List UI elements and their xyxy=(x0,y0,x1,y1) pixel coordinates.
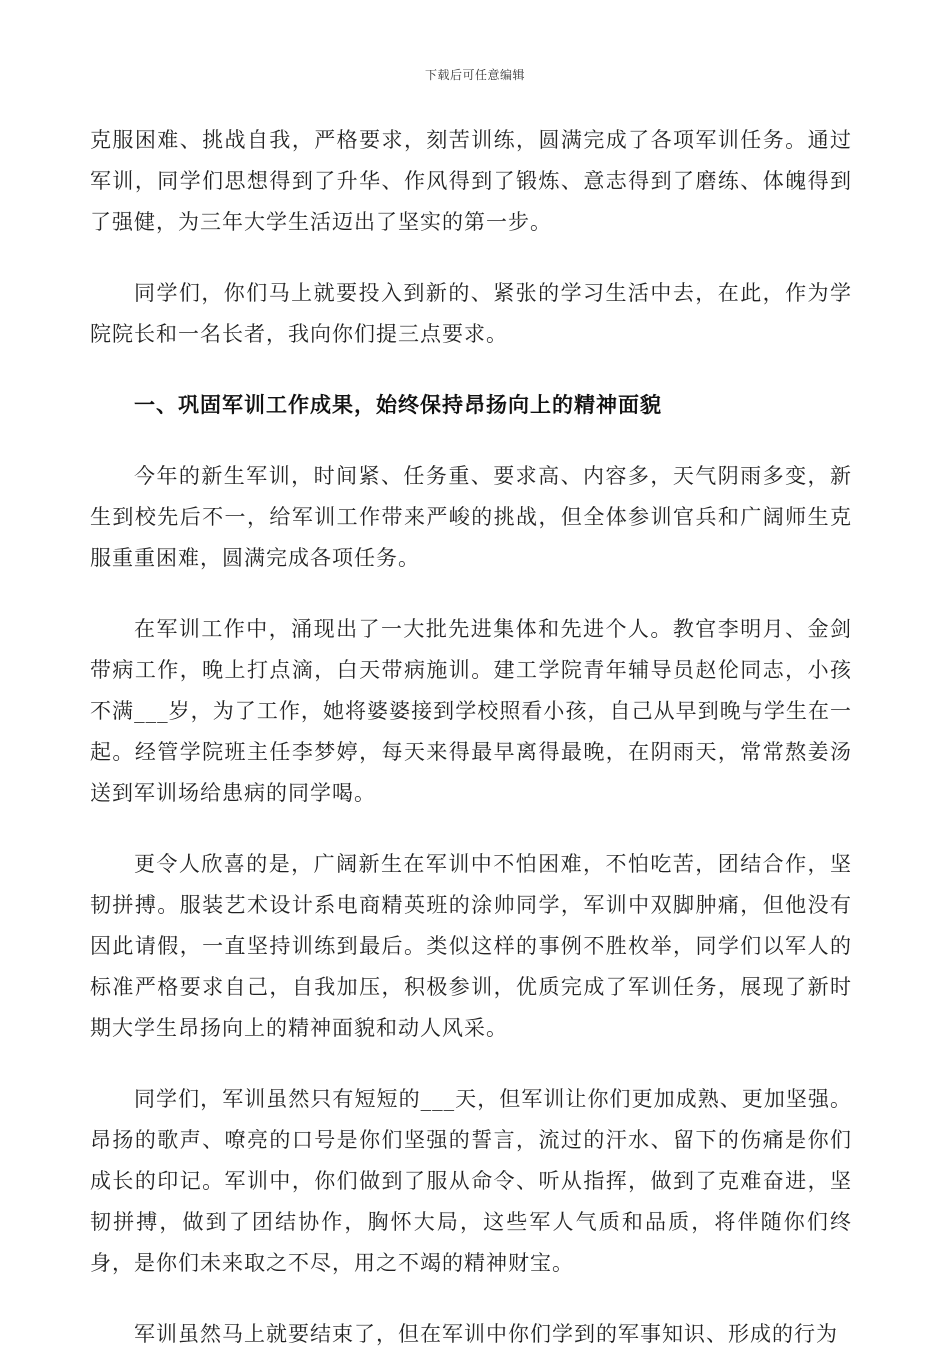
paragraph-1: 克服困难、挑战自我，严格要求，刻苦训练，圆满完成了各项军训任务。通过军训，同学们思想得到了升华、作风得到了锻炼、意志得到了磨练、体魄得到了强健，为三年大学生活迈出了坚实的第一步。 xyxy=(90,128,852,234)
header-note: 下载后可任意编辑 xyxy=(424,68,525,82)
paragraph-7: 军训虽然马上就要结束了，但在军训中你们学到的军事知识、形成的行为 xyxy=(134,1322,838,1346)
paragraph-2: 同学们，你们马上就要投入到新的、紧张的学习生活中去，在此，作为学院院长和一名长者，我向你们提三点要求。 xyxy=(90,281,852,346)
paragraph-4: 在军训工作中，涌现出了一大批先进集体和先进个人。教官李明月、金剑带病工作，晚上打点滴，白天带病施训。建工学院青年辅导员赵伦同志，小孩不满___岁，为了工作，她将婆婆接到学校照看小孩，自己从早到晚与学生在一起。经管学院班主任李梦婷，每天来得最早离得最晚，在阴雨天，常常熬姜汤送到军训场给患病的同学喝。 xyxy=(90,617,852,805)
paragraph-6: 同学们，军训虽然只有短短的___天，但军训让你们更加成熟、更加坚强。昂扬的歌声、嘹亮的口号是你们坚强的誓言，流过的汗水、留下的伤痛是你们成长的印记。军训中，你们做到了服从命令、听从指挥，做到了克难奋进，坚韧拼搏，做到了团结协作，胸怀大局，这些军人气质和品质，将伴随你们终身，是你们未来取之不尽，用之不竭的精神财宝。 xyxy=(90,1087,852,1275)
paragraph-gap xyxy=(90,243,852,273)
paragraph-3: 今年的新生军训，时间紧、任务重、要求高、内容多，天气阴雨多变，新生到校先后不一，给军训工作带来严峻的挑战，但全体参训官兵和广阔师生克服重重困难，圆满完成各项任务。 xyxy=(90,464,852,570)
paragraph-gap xyxy=(90,1284,852,1314)
paragraph-gap xyxy=(90,426,852,456)
paragraph-gap xyxy=(90,579,852,609)
paragraph-gap xyxy=(90,1049,852,1079)
paragraph-gap xyxy=(90,814,852,844)
paragraph-gap xyxy=(90,355,852,385)
section-heading: 一、巩固军训工作成果，始终保持昂扬向上的精神面貌 xyxy=(134,393,662,417)
document-body xyxy=(90,120,852,1355)
paragraph-5: 更令人欣喜的是，广阔新生在军训中不怕困难，不怕吃苦，团结合作，坚韧拼搏。服装艺术设计系电商精英班的涂帅同学，军训中双脚肿痛，但他没有因此请假，一直坚持训练到最后。类似这样的事例不胜枚举，同学们以军人的标准严格要求自己，自我加压，积极参训，优质完成了军训任务，展现了新时期大学生昂扬向上的精神面貌和动人风采。 xyxy=(90,852,852,1040)
